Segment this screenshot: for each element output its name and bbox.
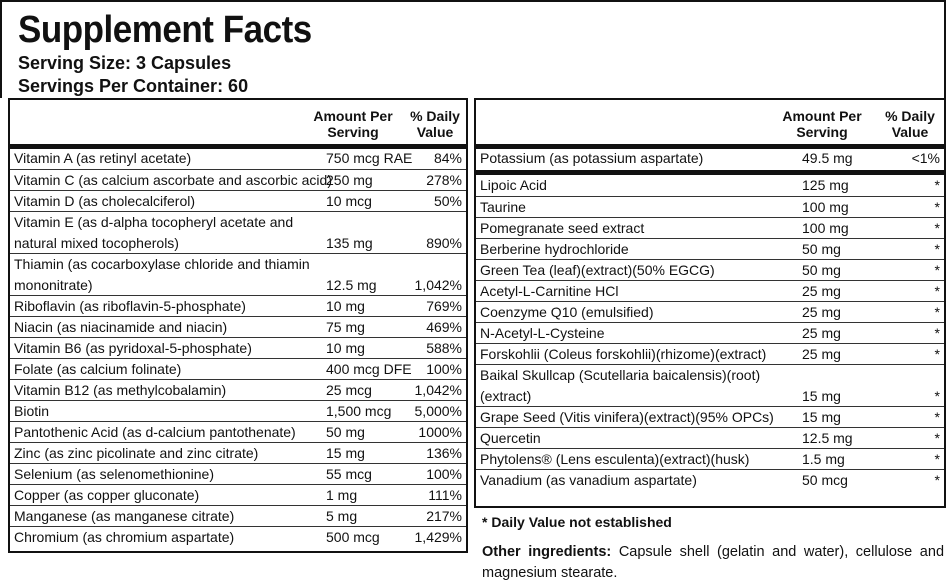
nutrient-daily-value: * [934,346,940,362]
other-ingredients [482,542,944,584]
dv-header-line1: % Daily [885,108,935,124]
table-row [10,190,466,211]
nutrient-name: Taurine [480,199,526,215]
nutrient-daily-value: 278% [426,172,462,188]
table-row [10,421,466,442]
amount-header-line1: Amount Per [782,108,862,124]
nutrient-name: Vitamin B12 (as methylcobalamin) [14,382,227,398]
nutrient-daily-value: * [934,430,940,446]
table-row [10,463,466,484]
nutrient-amount: 50 mcg [802,472,848,488]
nutrient-name: Vitamin C (as calcium ascorbate and ascorbic acid) [14,172,332,188]
table-row [10,337,466,358]
dv-header-line2: Value [891,124,929,140]
dv-header-line2: Value [416,124,454,140]
nutrient-name: Copper (as copper gluconate) [14,487,200,503]
nutrient-name: Folate (as calcium folinate) [14,361,182,377]
nutrient-daily-value: 469% [426,319,462,335]
nutrient-daily-value: * [934,199,940,215]
nutrient-daily-value: * [934,220,940,236]
nutrient-name: Phytolens® (Lens esculenta)(extract)(husk) [480,451,750,467]
nutrient-amount: 5 mg [326,508,358,524]
nutrient-name: Coenzyme Q10 (emulsified) [480,304,654,320]
nutrient-amount: 12.5 mg [326,277,377,293]
nutrient-amount: 25 mg [802,346,841,362]
table-row [476,217,944,238]
nutrient-amount: 50 mg [326,424,365,440]
table-row [10,169,466,190]
page-title: Supplement Facts [18,9,312,51]
nutrient-amount: 400 mcg DFE [326,361,412,377]
nutrient-amount: 1,500 mcg [326,403,392,419]
nutrient-amount: 55 mcg [326,466,372,482]
nutrient-daily-value: * [934,241,940,257]
nutrient-amount: 1.5 mg [802,451,845,467]
nutrient-daily-value: * [934,472,940,488]
nutrient-amount: 750 mcg RAE [326,150,413,166]
table-row [10,358,466,379]
table-row [10,505,466,526]
nutrient-amount: 250 mg [326,172,373,188]
nutrient-name: Quercetin [480,430,541,446]
table-row [476,301,944,322]
nutrient-amount: 10 mg [326,340,365,356]
nutrient-name: Niacin (as niacinamide and niacin) [14,319,228,335]
nutrient-name: Vitamin B6 (as pyridoxal-5-phosphate) [14,340,252,356]
nutrient-name: Lipoic Acid [480,177,547,193]
nutrient-daily-value: 890% [426,235,462,251]
nutrient-name: Baikal Skullcap (Scutellaria baicalensis)(root) (extract) [480,367,761,404]
nutrient-daily-value: * [934,304,940,320]
nutrient-name: Pomegranate seed extract [480,220,645,236]
amount-header-line1: Amount Per [313,108,393,124]
facts-header [0,0,946,98]
nutrient-name: Riboflavin (as riboflavin-5-phosphate) [14,298,246,314]
table-row [476,322,944,343]
nutrient-name: Thiamin (as cocarboxylase chloride and thiamin mononitrate) [14,256,310,293]
dv-column-header [880,108,940,140]
serving-size: Serving Size: 3 Capsules [18,53,232,73]
nutrient-amount: 15 mg [802,388,841,404]
nutrient-amount: 25 mg [802,283,841,299]
table-row [476,148,944,170]
nutrient-amount: 12.5 mg [802,430,853,446]
amount-column-header [308,108,398,140]
nutrient-amount: 25 mcg [326,382,372,398]
nutrient-daily-value: * [934,388,940,404]
nutrient-amount: 15 mg [326,445,365,461]
nutrient-daily-value: 1,042% [414,382,462,398]
nutrient-daily-value: 217% [426,508,462,524]
amount-header-line2: Serving [327,124,379,140]
nutrient-amount: 100 mg [802,199,849,215]
nutrient-amount: 100 mg [802,220,849,236]
table-row [476,280,944,301]
table-row [10,148,466,169]
nutrient-daily-value: 100% [426,361,462,377]
nutrient-amount: 25 mg [802,304,841,320]
nutrient-name: Vanadium (as vanadium aspartate) [480,472,697,488]
nutrient-daily-value: * [934,325,940,341]
nutrient-daily-value: * [934,177,940,193]
dv-column-header [406,108,464,140]
nutrient-daily-value: * [934,409,940,425]
nutrient-name: Vitamin E (as d-alpha tocopheryl acetate and natural mixed tocopherols) [14,214,294,251]
nutrient-amount: 135 mg [326,235,373,251]
amount-column-header [772,108,872,140]
dv-header-line1: % Daily [410,108,460,124]
nutrient-name: Berberine hydrochloride [480,241,629,257]
nutrient-daily-value: * [934,451,940,467]
nutrient-name: Grape Seed (Vitis vinifera)(extract)(95% OPCs) [480,409,774,425]
nutrient-amount: 75 mg [326,319,365,335]
nutrient-daily-value: 84% [433,150,462,166]
nutrient-daily-value: <1% [911,150,940,166]
nutrient-daily-value: 111% [428,487,462,503]
table-row [476,469,944,490]
nutrient-daily-value: 1,042% [414,277,462,293]
table-row [10,253,466,295]
nutrient-name: Chromium (as chromium aspartate) [14,529,235,545]
nutrient-amount: 10 mg [326,298,365,314]
table-row [476,427,944,448]
nutrient-name: Green Tea (leaf)(extract)(50% EGCG) [480,262,715,278]
table-row [476,238,944,259]
nutrient-amount: 15 mg [802,409,841,425]
amount-header-line2: Serving [796,124,848,140]
table-row [476,448,944,469]
table-row [10,295,466,316]
nutrient-amount: 49.5 mg [802,150,853,166]
table-row [476,343,944,364]
nutrient-name: Acetyl-L-Carnitine HCl [480,283,619,299]
nutrient-daily-value: 1,429% [414,529,462,545]
table-row [10,211,466,253]
nutrient-name: Potassium (as potassium aspartate) [480,150,704,166]
nutrient-daily-value: 50% [433,193,462,209]
table-row [476,196,944,217]
table-row [10,400,466,421]
table-row [10,316,466,337]
nutrient-name: Forskohlii (Coleus forskohlii)(rhizome)(extract) [480,346,767,362]
nutrient-name: Zinc (as zinc picolinate and zinc citrate) [14,445,259,461]
nutrient-name: Selenium (as selenomethionine) [14,466,214,482]
nutrient-daily-value: 100% [426,466,462,482]
nutrient-amount: 25 mg [802,325,841,341]
daily-value-footnote: * Daily Value not established [482,514,672,530]
other-ingredients-text: Capsule shell (gelatin and water), cellulose and magnesium stearate. [482,544,945,581]
nutrient-name: Vitamin D (as cholecalciferol) [14,193,196,209]
nutrient-amount: 125 mg [802,177,849,193]
other-ingredients-label: Other ingredients: [482,544,612,560]
nutrient-daily-value: 769% [426,298,462,314]
table-row [476,259,944,280]
right-nutrient-table [474,98,946,530]
nutrient-amount: 500 mcg [326,529,380,545]
nutrient-amount: 50 mg [802,241,841,257]
table-row [10,379,466,400]
nutrient-name: Pantothenic Acid (as d-calcium pantothenate) [14,424,296,440]
nutrient-daily-value: * [934,283,940,299]
nutrient-amount: 1 mg [326,487,358,503]
nutrient-name: Manganese (as manganese citrate) [14,508,235,524]
table-row [10,442,466,463]
nutrient-amount: 10 mcg [326,193,372,209]
nutrient-daily-value: 5,000% [414,403,462,419]
left-nutrient-table [8,98,468,553]
nutrient-daily-value: 1000% [418,424,462,440]
nutrient-daily-value: 136% [426,445,462,461]
nutrient-name: N-Acetyl-L-Cysteine [480,325,605,341]
table-row [10,484,466,505]
nutrient-daily-value: 588% [426,340,462,356]
table-row [476,406,944,427]
nutrient-daily-value: * [934,262,940,278]
nutrient-amount: 50 mg [802,262,841,278]
table-row [476,175,944,196]
table-row [10,526,466,547]
table-row [476,364,944,406]
servings-per-container: Servings Per Container: 60 [18,76,249,96]
nutrient-name: Biotin [14,403,50,419]
nutrient-name: Vitamin A (as retinyl acetate) [14,150,192,166]
